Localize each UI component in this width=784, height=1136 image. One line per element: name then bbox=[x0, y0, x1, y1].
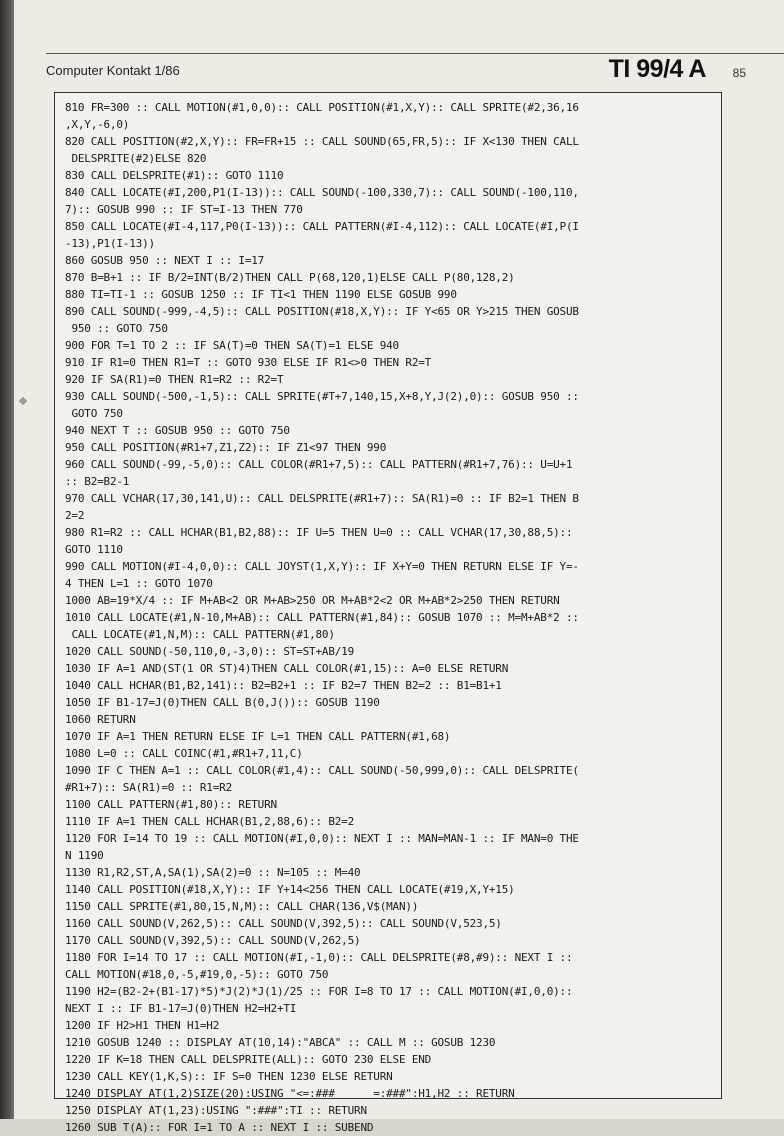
code-line: 820 CALL POSITION(#2,X,Y):: FR=FR+15 :: CALL SOUND(65,FR,5):: IF X<130 THEN CALL DELSPRITE(#2)ELSE 820 bbox=[65, 135, 579, 165]
code-line: 1240 DISPLAY AT(1,2)SIZE(20):USING "<=:### =:###":H1,H2 :: RETURN bbox=[65, 1087, 515, 1100]
code-listing-box bbox=[54, 92, 722, 1134]
code-line: 1080 L=0 :: CALL COINC(#1,#R1+7,11,C) bbox=[65, 747, 303, 760]
code-line: 890 CALL SOUND(-999,-4,5):: CALL POSITION(#18,X,Y):: IF Y<65 OR Y>215 THEN GOSUB 950 :: GOTO 750 bbox=[65, 305, 579, 335]
code-line: 950 CALL POSITION(#R1+7,Z1,Z2):: IF Z1<97 THEN 990 bbox=[65, 441, 387, 454]
code-line: 1130 R1,R2,ST,A,SA(1),SA(2)=0 :: N=105 :: M=40 bbox=[65, 866, 361, 879]
code-line: 1110 IF A=1 THEN CALL HCHAR(B1,2,88,6):: B2=2 bbox=[65, 815, 355, 828]
code-line: 1030 IF A=1 AND(ST(1 OR ST)4)THEN CALL COLOR(#1,15):: A=0 ELSE RETURN bbox=[65, 662, 509, 675]
code-line: 810 FR=300 :: CALL MOTION(#1,0,0):: CALL POSITION(#1,X,Y):: CALL SPRITE(#2,36,16 ,X,Y,-6,0) bbox=[65, 101, 579, 131]
page-header bbox=[46, 55, 746, 86]
code-line: 960 CALL SOUND(-99,-5,0):: CALL COLOR(#R1+7,5):: CALL PATTERN(#R1+7,76):: U=U+1 :: B2=B2-1 bbox=[65, 458, 573, 488]
code-line: 1170 CALL SOUND(V,392,5):: CALL SOUND(V,262,5) bbox=[65, 934, 361, 947]
header-rule bbox=[46, 53, 784, 54]
code-line: 840 CALL LOCATE(#I,200,P1(I-13)):: CALL SOUND(-100,330,7):: CALL SOUND(-100,110, 7):: GOSUB 990 :: IF ST=I-13 THEN 770 bbox=[65, 186, 579, 216]
code-line: 1210 GOSUB 1240 :: DISPLAY AT(10,14):"ABCA" :: CALL M :: GOSUB 1230 bbox=[65, 1036, 496, 1049]
code-line: 990 CALL MOTION(#I-4,0,0):: CALL JOYST(1,X,Y):: IF X+Y=0 THEN RETURN ELSE IF Y=- 4 THEN L=1 :: GOTO 1070 bbox=[65, 560, 579, 590]
code-line: 830 CALL DELSPRITE(#1):: GOTO 1110 bbox=[65, 169, 284, 182]
code-line: 1060 RETURN bbox=[65, 713, 136, 726]
section-brand: TI 99/4 A bbox=[608, 55, 706, 83]
code-line: 910 IF R1=0 THEN R1=T :: GOTO 930 ELSE IF R1<>0 THEN R2=T bbox=[65, 356, 432, 369]
code-line: 1020 CALL SOUND(-50,110,0,-3,0):: ST=ST+AB/19 bbox=[65, 645, 355, 658]
magazine-title: Computer Kontakt 1/86 bbox=[46, 63, 180, 78]
code-line: 970 CALL VCHAR(17,30,141,U):: CALL DELSPRITE(#R1+7):: SA(R1)=0 :: IF B2=1 THEN B 2=2 bbox=[65, 492, 579, 522]
page-number: 85 bbox=[732, 66, 746, 80]
code-line: 850 CALL LOCATE(#I-4,117,P0(I-13)):: CALL PATTERN(#I-4,112):: CALL LOCATE(#I,P(I -13),P1(I-13)) bbox=[65, 220, 579, 250]
basic-code-listing bbox=[65, 99, 715, 1136]
code-line: 1070 IF A=1 THEN RETURN ELSE IF L=1 THEN CALL PATTERN(#1,68) bbox=[65, 730, 451, 743]
code-line: 870 B=B+1 :: IF B/2=INT(B/2)THEN CALL P(68,120,1)ELSE CALL P(80,128,2) bbox=[65, 271, 515, 284]
code-line: 1150 CALL SPRITE(#1,80,15,N,M):: CALL CHAR(136,V$(MAN)) bbox=[65, 900, 419, 913]
code-line: 1220 IF K=18 THEN CALL DELSPRITE(ALL):: GOTO 230 ELSE END bbox=[65, 1053, 432, 1066]
code-line: 1230 CALL KEY(1,K,S):: IF S=0 THEN 1230 ELSE RETURN bbox=[65, 1070, 393, 1083]
code-line: 1160 CALL SOUND(V,262,5):: CALL SOUND(V,392,5):: CALL SOUND(V,523,5) bbox=[65, 917, 502, 930]
code-line: 1050 IF B1-17=J(0)THEN CALL B(0,J()):: GOSUB 1190 bbox=[65, 696, 380, 709]
code-line: 930 CALL SOUND(-500,-1,5):: CALL SPRITE(#T+7,140,15,X+8,Y,J(2),0):: GOSUB 950 :: GOTO 750 bbox=[65, 390, 579, 420]
code-line: 1040 CALL HCHAR(B1,B2,141):: B2=B2+1 :: IF B2=7 THEN B2=2 :: B1=B1+1 bbox=[65, 679, 502, 692]
code-line: 1190 H2=(B2-2+(B1-17)*5)*J(2)*J(1)/25 :: FOR I=8 TO 17 :: CALL MOTION(#I,0,0):: NEXT I :: IF B1-17=J(0)THEN H2=H2+TI bbox=[65, 985, 573, 1015]
code-line: 920 IF SA(R1)=0 THEN R1=R2 :: R2=T bbox=[65, 373, 284, 386]
code-line: 860 GOSUB 950 :: NEXT I :: I=17 bbox=[65, 254, 265, 267]
code-line: 940 NEXT T :: GOSUB 950 :: GOTO 750 bbox=[65, 424, 290, 437]
code-line: 1260 SUB T(A):: FOR I=1 TO A :: NEXT I :: SUBEND bbox=[65, 1121, 374, 1134]
code-line: 1010 CALL LOCATE(#1,N-10,M+AB):: CALL PATTERN(#1,84):: GOSUB 1070 :: M=M+AB*2 :: CALL LOCATE(#1,N,M):: CALL PATTERN(#1,80) bbox=[65, 611, 579, 641]
code-line: 1100 CALL PATTERN(#1,80):: RETURN bbox=[65, 798, 277, 811]
code-line: 1000 AB=19*X/4 :: IF M+AB<2 OR M+AB>250 OR M+AB*2<2 OR M+AB*2>250 THEN RETURN bbox=[65, 594, 560, 607]
code-line: 880 TI=TI-1 :: GOSUB 1250 :: IF TI<1 THEN 1190 ELSE GOSUB 990 bbox=[65, 288, 457, 301]
code-line: 1120 FOR I=14 TO 19 :: CALL MOTION(#I,0,0):: NEXT I :: MAN=MAN-1 :: IF MAN=0 THE N 1190 bbox=[65, 832, 579, 862]
code-line: 1180 FOR I=14 TO 17 :: CALL MOTION(#I,-1,0):: CALL DELSPRITE(#8,#9):: NEXT I :: CALL MOTION(#18,0,-5,#19,0,-5):: GOTO 750 bbox=[65, 951, 573, 981]
code-line: 900 FOR T=1 TO 2 :: IF SA(T)=0 THEN SA(T)=1 ELSE 940 bbox=[65, 339, 399, 352]
code-line: 980 R1=R2 :: CALL HCHAR(B1,B2,88):: IF U=5 THEN U=0 :: CALL VCHAR(17,30,88,5):: GOTO 1110 bbox=[65, 526, 573, 556]
code-line: 1250 DISPLAY AT(1,23):USING ":###":TI :: RETURN bbox=[65, 1104, 367, 1117]
code-line: 1140 CALL POSITION(#18,X,Y):: IF Y+14<256 THEN CALL LOCATE(#19,X,Y+15) bbox=[65, 883, 515, 896]
code-line: 1090 IF C THEN A=1 :: CALL COLOR(#1,4):: CALL SOUND(-50,999,0):: CALL DELSPRITE( #R1+7):: SA(R1)=0 :: R1=R2 bbox=[65, 764, 579, 794]
code-line: 1200 IF H2>H1 THEN H1=H2 bbox=[65, 1019, 220, 1032]
